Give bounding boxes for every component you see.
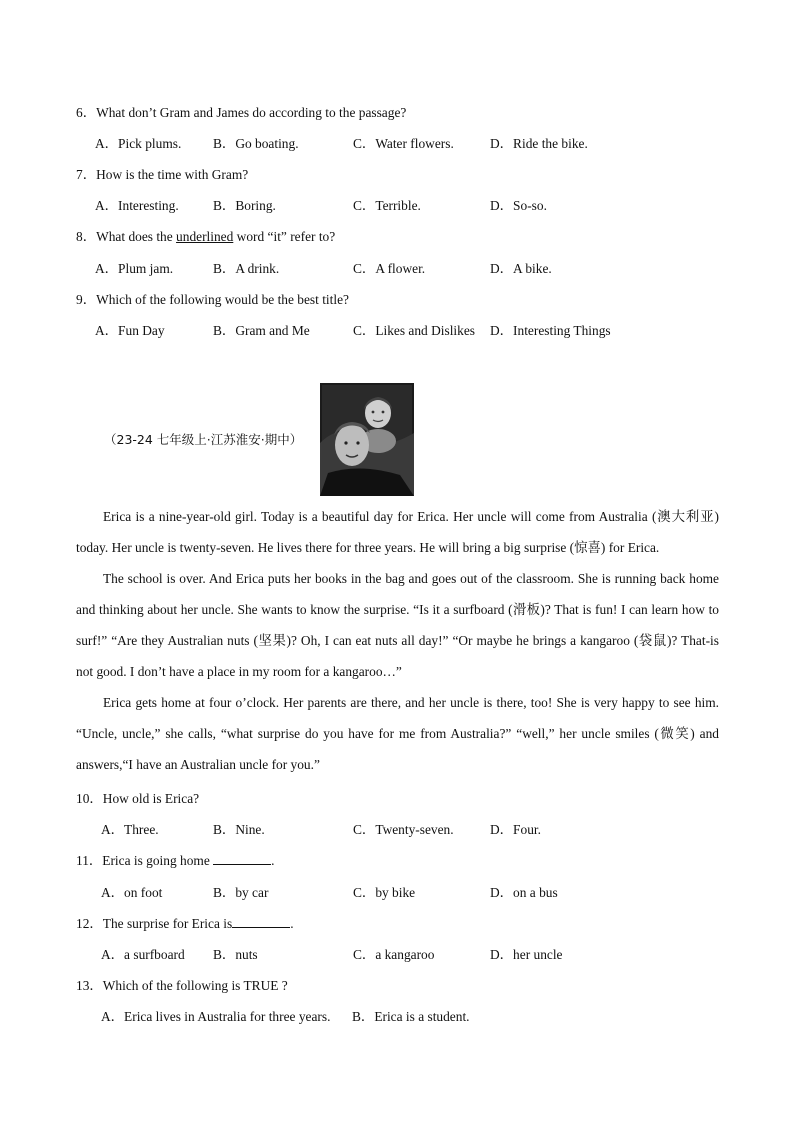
question-text [76, 228, 335, 246]
answer-blank[interactable] [213, 852, 271, 865]
passage-paragraph-3: Erica gets home at four o’clock. Her parents are there, and her uncle is there, too! She is very happy to see him. “Uncle, uncle,” she calls, “what surprise do you have for me from Australia?” “well,” her uncle smiles (微笑) and answers,“I have an Australian uncle for you.” [76, 695, 719, 772]
option-a[interactable]: A．Plum jam. [95, 261, 174, 276]
underlined-word: underlined [176, 229, 234, 244]
question-number: 6． [76, 105, 97, 120]
option-d[interactable]: D．on a bus [490, 885, 558, 900]
option-b[interactable]: B．A drink. [213, 261, 280, 276]
option-d[interactable]: D．Four. [490, 822, 541, 837]
option-d[interactable]: D．Ride the bike. [490, 136, 588, 151]
question-number: 10． [76, 791, 103, 806]
question-number: 12． [76, 916, 103, 931]
question-text [76, 852, 274, 870]
question-text [76, 790, 199, 808]
question-text [76, 291, 349, 309]
option-c[interactable]: C．by bike [353, 885, 416, 900]
question-text [76, 166, 248, 184]
option-b[interactable]: B．Nine. [213, 822, 265, 837]
passage-paragraph-1: Erica is a nine-year-old girl. Today is a beautiful day for Erica. Her uncle will come from Australia (澳大利亚) today. Her uncle is twenty-seven. He lives there for three years. He will bring a big surprise (惊喜) for Erica. [76, 509, 719, 555]
option-a[interactable]: A．Three. [101, 822, 159, 837]
question-number: 11． [76, 853, 103, 868]
question-stem-end: . [271, 853, 275, 868]
reading-passage [76, 501, 719, 780]
question-text [76, 104, 406, 122]
question-text [76, 977, 288, 995]
uncle-and-girl-photo [320, 383, 414, 496]
option-a[interactable]: A．Interesting. [95, 198, 179, 213]
option-c[interactable]: C．Likes and Dislikes [353, 323, 475, 338]
option-d[interactable]: D．A bike. [490, 261, 552, 276]
option-a[interactable]: A．a surfboard [101, 947, 185, 962]
option-b[interactable]: B．Gram and Me [213, 323, 310, 338]
option-b[interactable]: B．Boring. [213, 198, 276, 213]
question-stem: What does the [96, 229, 177, 244]
option-b[interactable]: B．Erica is a student. [352, 1009, 470, 1024]
question-stem: Which of the following is TRUE ? [102, 978, 288, 993]
option-c[interactable]: C．Water flowers. [353, 136, 454, 151]
answer-blank[interactable] [232, 915, 290, 928]
option-c[interactable]: C．Terrible. [353, 198, 421, 213]
question-number: 13． [76, 978, 103, 993]
option-b[interactable]: B．by car [213, 885, 269, 900]
question-number: 8． [76, 229, 97, 244]
option-c[interactable]: C．Twenty-seven. [353, 822, 454, 837]
question-number: 7． [76, 167, 97, 182]
question-stem: What don’t Gram and James do according to the passage? [96, 105, 407, 120]
option-d[interactable]: D．So-so. [490, 198, 547, 213]
option-c[interactable]: C．a kangaroo [353, 947, 435, 962]
question-stem: Which of the following would be the best title? [96, 292, 349, 307]
question-text [76, 915, 294, 933]
option-d[interactable]: D．Interesting Things [490, 323, 611, 338]
option-a[interactable]: A．Erica lives in Australia for three years. [101, 1009, 331, 1024]
question-stem: How old is Erica? [102, 791, 200, 806]
question-stem: Erica is going home [102, 853, 214, 868]
passage-paragraph-2: The school is over. And Erica puts her books in the bag and goes out of the classroom. She is running back home and thinking about her uncle. She wants to know the surprise. “Is it a surfboard (滑板)? That is fun! I can learn how to surf!” “Are they Australian nuts (坚果)? Oh, I can eat nuts all day!” “Or maybe he brings a kangaroo (袋鼠)? That-is not good. I don’t have a place in my room for a kangaroo…” [76, 571, 719, 679]
option-b[interactable]: B．nuts [213, 947, 258, 962]
option-c[interactable]: C．A flower. [353, 261, 426, 276]
option-a[interactable]: A．on foot [101, 885, 163, 900]
source-label: （23-24 七年级上·江苏淮安·期中） [104, 432, 303, 447]
question-stem-end: . [290, 916, 294, 931]
option-a[interactable]: A．Pick plums. [95, 136, 182, 151]
question-stem: How is the time with Gram? [96, 167, 249, 182]
question-stem: The surprise for Erica is [102, 916, 233, 931]
question-number: 9． [76, 292, 97, 307]
question-stem-end: word “it” refer to? [233, 229, 336, 244]
option-a[interactable]: A．Fun Day [95, 323, 165, 338]
option-d[interactable]: D．her uncle [490, 947, 563, 962]
option-b[interactable]: B．Go boating. [213, 136, 299, 151]
